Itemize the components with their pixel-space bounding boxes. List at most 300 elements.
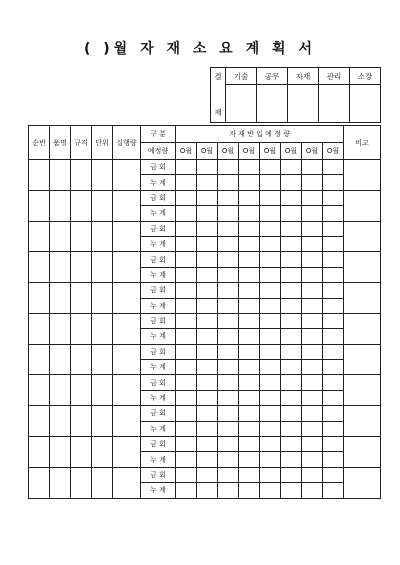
cell-month-qty[interactable] <box>302 190 323 205</box>
table-row <box>29 160 381 175</box>
cell-month-qty[interactable] <box>260 406 281 421</box>
cell-month-qty[interactable] <box>323 375 344 390</box>
cell-month-qty[interactable] <box>302 390 323 405</box>
cell-month-qty[interactable] <box>323 236 344 251</box>
cell-month-qty[interactable] <box>197 298 218 313</box>
cell-month-qty[interactable] <box>281 437 302 452</box>
row-label-cumulative: 누 계 <box>141 452 176 467</box>
cell-month-qty[interactable] <box>281 406 302 421</box>
row-label-current: 금 회 <box>141 406 176 421</box>
cell-month-qty[interactable] <box>218 421 239 436</box>
cell-unit[interactable] <box>92 221 113 252</box>
cell-item[interactable] <box>50 313 71 344</box>
header-month: O월 <box>218 143 239 160</box>
cell-month-qty[interactable] <box>176 160 197 175</box>
cell-month-qty[interactable] <box>176 406 197 421</box>
cell-month-qty[interactable] <box>239 452 260 467</box>
table-row <box>29 375 381 390</box>
header-month: O월 <box>323 143 344 160</box>
cell-month-qty[interactable] <box>260 483 281 498</box>
cell-unit[interactable] <box>92 467 113 498</box>
cell-month-qty[interactable] <box>218 298 239 313</box>
cell-item[interactable] <box>50 467 71 498</box>
cell-month-qty[interactable] <box>239 298 260 313</box>
cell-month-qty[interactable] <box>260 236 281 251</box>
cell-month-qty[interactable] <box>218 329 239 344</box>
cell-month-qty[interactable] <box>281 344 302 359</box>
cell-month-qty[interactable] <box>323 221 344 236</box>
cell-month-qty[interactable] <box>197 375 218 390</box>
table-row <box>29 437 381 452</box>
cell-month-qty[interactable] <box>302 406 323 421</box>
approval-box <box>210 67 381 123</box>
signature-box[interactable] <box>350 85 381 123</box>
cell-item[interactable] <box>50 221 71 252</box>
cell-month-qty[interactable] <box>323 283 344 298</box>
cell-remark[interactable] <box>344 160 381 191</box>
cell-month-qty[interactable] <box>260 175 281 190</box>
cell-month-qty[interactable] <box>281 467 302 482</box>
cell-seq[interactable] <box>29 283 50 314</box>
row-label-current: 금 회 <box>141 313 176 328</box>
cell-month-qty[interactable] <box>218 375 239 390</box>
cell-month-qty[interactable] <box>176 452 197 467</box>
cell-spec[interactable] <box>71 406 92 437</box>
cell-month-qty[interactable] <box>197 267 218 282</box>
cell-month-qty[interactable] <box>176 360 197 375</box>
table-row <box>29 190 381 205</box>
cell-month-qty[interactable] <box>260 452 281 467</box>
cell-month-qty[interactable] <box>281 267 302 282</box>
cell-month-qty[interactable] <box>323 437 344 452</box>
cell-remark[interactable] <box>344 375 381 406</box>
cell-month-qty[interactable] <box>239 329 260 344</box>
cell-item[interactable] <box>50 252 71 283</box>
row-label-current: 금 회 <box>141 190 176 205</box>
cell-month-qty[interactable] <box>302 313 323 328</box>
cell-month-qty[interactable] <box>218 175 239 190</box>
cell-exec-qty[interactable] <box>113 283 141 314</box>
cell-item[interactable] <box>50 375 71 406</box>
cell-month-qty[interactable] <box>197 344 218 359</box>
cell-month-qty[interactable] <box>260 160 281 175</box>
cell-spec[interactable] <box>71 437 92 468</box>
cell-month-qty[interactable] <box>281 360 302 375</box>
cell-month-qty[interactable] <box>176 298 197 313</box>
cell-month-qty[interactable] <box>239 283 260 298</box>
cell-month-qty[interactable] <box>260 390 281 405</box>
cell-month-qty[interactable] <box>302 452 323 467</box>
cell-month-qty[interactable] <box>239 313 260 328</box>
cell-month-qty[interactable] <box>218 437 239 452</box>
cell-month-qty[interactable] <box>218 360 239 375</box>
cell-spec[interactable] <box>71 313 92 344</box>
cell-seq[interactable] <box>29 313 50 344</box>
table-row <box>29 283 381 298</box>
cell-month-qty[interactable] <box>302 437 323 452</box>
cell-month-qty[interactable] <box>176 236 197 251</box>
cell-month-qty[interactable] <box>176 252 197 267</box>
cell-month-qty[interactable] <box>197 483 218 498</box>
cell-month-qty[interactable] <box>281 390 302 405</box>
cell-spec[interactable] <box>71 252 92 283</box>
cell-month-qty[interactable] <box>323 313 344 328</box>
cell-month-qty[interactable] <box>323 206 344 221</box>
cell-month-qty[interactable] <box>176 221 197 236</box>
cell-seq[interactable] <box>29 467 50 498</box>
cell-month-qty[interactable] <box>218 252 239 267</box>
cell-spec[interactable] <box>71 344 92 375</box>
cell-item[interactable] <box>50 437 71 468</box>
cell-month-qty[interactable] <box>197 390 218 405</box>
cell-item[interactable] <box>50 283 71 314</box>
approval-role: 관리 <box>319 68 350 85</box>
cell-month-qty[interactable] <box>302 360 323 375</box>
header-exec-qty: 실행량 <box>113 126 141 160</box>
row-label-cumulative: 누 계 <box>141 298 176 313</box>
cell-month-qty[interactable] <box>323 421 344 436</box>
cell-month-qty[interactable] <box>281 375 302 390</box>
cell-month-qty[interactable] <box>176 267 197 282</box>
cell-exec-qty[interactable] <box>113 313 141 344</box>
cell-month-qty[interactable] <box>218 452 239 467</box>
cell-month-qty[interactable] <box>281 421 302 436</box>
cell-month-qty[interactable] <box>176 421 197 436</box>
cell-month-qty[interactable] <box>239 467 260 482</box>
cell-month-qty[interactable] <box>260 252 281 267</box>
cell-month-qty[interactable] <box>239 437 260 452</box>
cell-spec[interactable] <box>71 190 92 221</box>
approval-role: 공무 <box>257 68 288 85</box>
cell-month-qty[interactable] <box>176 390 197 405</box>
cell-remark[interactable] <box>344 221 381 252</box>
cell-month-qty[interactable] <box>176 344 197 359</box>
cell-month-qty[interactable] <box>302 236 323 251</box>
cell-month-qty[interactable] <box>260 206 281 221</box>
cell-month-qty[interactable] <box>197 421 218 436</box>
cell-remark[interactable] <box>344 437 381 468</box>
cell-month-qty[interactable] <box>239 206 260 221</box>
cell-exec-qty[interactable] <box>113 467 141 498</box>
cell-month-qty[interactable] <box>218 483 239 498</box>
cell-month-qty[interactable] <box>239 190 260 205</box>
cell-month-qty[interactable] <box>197 160 218 175</box>
cell-month-qty[interactable] <box>218 236 239 251</box>
cell-month-qty[interactable] <box>260 360 281 375</box>
table-row <box>29 221 381 236</box>
cell-month-qty[interactable] <box>239 175 260 190</box>
cell-month-qty[interactable] <box>281 298 302 313</box>
cell-month-qty[interactable] <box>302 298 323 313</box>
cell-month-qty[interactable] <box>323 175 344 190</box>
cell-unit[interactable] <box>92 344 113 375</box>
table-row <box>29 252 381 267</box>
approval-label <box>211 68 226 123</box>
cell-month-qty[interactable] <box>239 406 260 421</box>
cell-month-qty[interactable] <box>260 221 281 236</box>
cell-month-qty[interactable] <box>197 236 218 251</box>
cell-month-qty[interactable] <box>323 267 344 282</box>
cell-month-qty[interactable] <box>281 313 302 328</box>
cell-month-qty[interactable] <box>176 313 197 328</box>
cell-month-qty[interactable] <box>323 390 344 405</box>
cell-month-qty[interactable] <box>239 252 260 267</box>
cell-seq[interactable] <box>29 375 50 406</box>
cell-exec-qty[interactable] <box>113 221 141 252</box>
row-label-cumulative: 누 계 <box>141 267 176 282</box>
cell-month-qty[interactable] <box>302 221 323 236</box>
header-item: 품명 <box>50 126 71 160</box>
cell-exec-qty[interactable] <box>113 406 141 437</box>
cell-seq[interactable] <box>29 160 50 191</box>
cell-month-qty[interactable] <box>281 190 302 205</box>
cell-month-qty[interactable] <box>323 344 344 359</box>
cell-unit[interactable] <box>92 406 113 437</box>
row-label-cumulative: 누 계 <box>141 360 176 375</box>
cell-month-qty[interactable] <box>281 221 302 236</box>
cell-month-qty[interactable] <box>239 390 260 405</box>
table-row <box>29 467 381 482</box>
cell-month-qty[interactable] <box>197 252 218 267</box>
cell-exec-qty[interactable] <box>113 437 141 468</box>
cell-seq[interactable] <box>29 406 50 437</box>
cell-unit[interactable] <box>92 190 113 221</box>
row-label-cumulative: 누 계 <box>141 236 176 251</box>
cell-month-qty[interactable] <box>197 360 218 375</box>
cell-month-qty[interactable] <box>302 467 323 482</box>
row-label-current: 금 회 <box>141 344 176 359</box>
cell-month-qty[interactable] <box>176 283 197 298</box>
header-month: O월 <box>239 143 260 160</box>
cell-month-qty[interactable] <box>260 313 281 328</box>
cell-month-qty[interactable] <box>239 344 260 359</box>
cell-month-qty[interactable] <box>218 467 239 482</box>
cell-unit[interactable] <box>92 252 113 283</box>
row-label-current: 금 회 <box>141 160 176 175</box>
cell-month-qty[interactable] <box>302 175 323 190</box>
row-label-cumulative: 누 계 <box>141 329 176 344</box>
cell-spec[interactable] <box>71 221 92 252</box>
header-spec: 규격 <box>71 126 92 160</box>
cell-month-qty[interactable] <box>218 221 239 236</box>
cell-month-qty[interactable] <box>323 160 344 175</box>
approval-label-top: 결 <box>214 72 222 81</box>
approval-role: 기술 <box>226 68 257 85</box>
cell-month-qty[interactable] <box>323 190 344 205</box>
cell-unit[interactable] <box>92 313 113 344</box>
cell-month-qty[interactable] <box>197 221 218 236</box>
cell-seq[interactable] <box>29 221 50 252</box>
cell-month-qty[interactable] <box>260 283 281 298</box>
row-label-current: 금 회 <box>141 467 176 482</box>
cell-month-qty[interactable] <box>218 190 239 205</box>
cell-month-qty[interactable] <box>176 483 197 498</box>
signature-box[interactable] <box>226 85 257 123</box>
cell-month-qty[interactable] <box>218 406 239 421</box>
cell-seq[interactable] <box>29 190 50 221</box>
cell-month-qty[interactable] <box>176 467 197 482</box>
cell-month-qty[interactable] <box>239 375 260 390</box>
cell-month-qty[interactable] <box>197 313 218 328</box>
cell-month-qty[interactable] <box>218 344 239 359</box>
cell-month-qty[interactable] <box>323 298 344 313</box>
cell-month-qty[interactable] <box>260 267 281 282</box>
cell-seq[interactable] <box>29 344 50 375</box>
cell-month-qty[interactable] <box>197 467 218 482</box>
row-label-cumulative: 누 계 <box>141 206 176 221</box>
cell-month-qty[interactable] <box>176 206 197 221</box>
cell-month-qty[interactable] <box>176 190 197 205</box>
cell-month-qty[interactable] <box>218 267 239 282</box>
cell-exec-qty[interactable] <box>113 190 141 221</box>
approval-role: 자재 <box>288 68 319 85</box>
header-remark: 비고 <box>344 126 381 160</box>
cell-month-qty[interactable] <box>302 421 323 436</box>
signature-box[interactable] <box>288 85 319 123</box>
cell-month-qty[interactable] <box>218 283 239 298</box>
cell-month-qty[interactable] <box>281 236 302 251</box>
cell-unit[interactable] <box>92 375 113 406</box>
cell-remark[interactable] <box>344 313 381 344</box>
cell-unit[interactable] <box>92 437 113 468</box>
cell-remark[interactable] <box>344 406 381 437</box>
cell-month-qty[interactable] <box>281 175 302 190</box>
cell-item[interactable] <box>50 160 71 191</box>
cell-month-qty[interactable] <box>218 390 239 405</box>
cell-exec-qty[interactable] <box>113 252 141 283</box>
cell-month-qty[interactable] <box>239 160 260 175</box>
cell-month-qty[interactable] <box>239 221 260 236</box>
cell-month-qty[interactable] <box>218 160 239 175</box>
cell-month-qty[interactable] <box>323 452 344 467</box>
cell-month-qty[interactable] <box>197 452 218 467</box>
cell-remark[interactable] <box>344 252 381 283</box>
cell-month-qty[interactable] <box>302 375 323 390</box>
row-label-current: 금 회 <box>141 375 176 390</box>
cell-month-qty[interactable] <box>302 344 323 359</box>
cell-month-qty[interactable] <box>281 329 302 344</box>
approval-role: 소장 <box>350 68 381 85</box>
cell-month-qty[interactable] <box>239 421 260 436</box>
table-row <box>29 406 381 421</box>
cell-month-qty[interactable] <box>197 190 218 205</box>
row-label-cumulative: 누 계 <box>141 421 176 436</box>
cell-spec[interactable] <box>71 160 92 191</box>
cell-remark[interactable] <box>344 190 381 221</box>
cell-remark[interactable] <box>344 283 381 314</box>
cell-month-qty[interactable] <box>197 283 218 298</box>
signature-box[interactable] <box>257 85 288 123</box>
cell-remark[interactable] <box>344 467 381 498</box>
cell-month-qty[interactable] <box>281 160 302 175</box>
cell-month-qty[interactable] <box>302 329 323 344</box>
cell-unit[interactable] <box>92 283 113 314</box>
row-label-current: 금 회 <box>141 437 176 452</box>
header-month: O월 <box>260 143 281 160</box>
header-month: O월 <box>197 143 218 160</box>
cell-item[interactable] <box>50 190 71 221</box>
cell-month-qty[interactable] <box>323 467 344 482</box>
row-label-current: 금 회 <box>141 283 176 298</box>
cell-month-qty[interactable] <box>281 206 302 221</box>
cell-month-qty[interactable] <box>302 206 323 221</box>
cell-remark[interactable] <box>344 344 381 375</box>
cell-month-qty[interactable] <box>260 437 281 452</box>
cell-month-qty[interactable] <box>260 467 281 482</box>
cell-month-qty[interactable] <box>197 206 218 221</box>
cell-spec[interactable] <box>71 283 92 314</box>
cell-month-qty[interactable] <box>176 329 197 344</box>
cell-month-qty[interactable] <box>302 267 323 282</box>
cell-seq[interactable] <box>29 437 50 468</box>
row-label-cumulative: 누 계 <box>141 175 176 190</box>
cell-month-qty[interactable] <box>218 206 239 221</box>
cell-month-qty[interactable] <box>323 252 344 267</box>
material-plan-table <box>28 125 381 499</box>
cell-month-qty[interactable] <box>302 252 323 267</box>
document-title: ( )월 자 재 소 요 계 획 서 <box>84 41 316 57</box>
cell-item[interactable] <box>50 344 71 375</box>
cell-item[interactable] <box>50 406 71 437</box>
cell-month-qty[interactable] <box>260 375 281 390</box>
cell-spec[interactable] <box>71 467 92 498</box>
cell-month-qty[interactable] <box>323 360 344 375</box>
row-label-current: 금 회 <box>141 252 176 267</box>
cell-exec-qty[interactable] <box>113 375 141 406</box>
cell-month-qty[interactable] <box>239 360 260 375</box>
cell-month-qty[interactable] <box>281 483 302 498</box>
signature-box[interactable] <box>319 85 350 123</box>
cell-month-qty[interactable] <box>197 329 218 344</box>
cell-month-qty[interactable] <box>260 421 281 436</box>
cell-month-qty[interactable] <box>260 190 281 205</box>
cell-month-qty[interactable] <box>281 452 302 467</box>
cell-month-qty[interactable] <box>197 437 218 452</box>
cell-spec[interactable] <box>71 375 92 406</box>
cell-exec-qty[interactable] <box>113 344 141 375</box>
row-label-cumulative: 누 계 <box>141 390 176 405</box>
cell-month-qty[interactable] <box>302 483 323 498</box>
cell-month-qty[interactable] <box>323 329 344 344</box>
cell-month-qty[interactable] <box>197 175 218 190</box>
cell-month-qty[interactable] <box>323 483 344 498</box>
cell-month-qty[interactable] <box>176 375 197 390</box>
cell-month-qty[interactable] <box>323 406 344 421</box>
cell-month-qty[interactable] <box>197 406 218 421</box>
cell-month-qty[interactable] <box>302 160 323 175</box>
cell-unit[interactable] <box>92 160 113 191</box>
cell-month-qty[interactable] <box>260 298 281 313</box>
cell-month-qty[interactable] <box>176 437 197 452</box>
cell-month-qty[interactable] <box>218 313 239 328</box>
row-label-current: 금 회 <box>141 221 176 236</box>
row-label-cumulative: 누 계 <box>141 483 176 498</box>
cell-month-qty[interactable] <box>302 283 323 298</box>
cell-exec-qty[interactable] <box>113 160 141 191</box>
cell-month-qty[interactable] <box>239 236 260 251</box>
cell-month-qty[interactable] <box>239 267 260 282</box>
cell-month-qty[interactable] <box>176 175 197 190</box>
header-schedule: 자 재 반 입 예 정 량 <box>176 126 344 143</box>
table-row <box>29 313 381 328</box>
cell-month-qty[interactable] <box>260 329 281 344</box>
header-month: O월 <box>281 143 302 160</box>
cell-month-qty[interactable] <box>281 252 302 267</box>
cell-seq[interactable] <box>29 252 50 283</box>
cell-month-qty[interactable] <box>260 344 281 359</box>
cell-month-qty[interactable] <box>239 483 260 498</box>
cell-month-qty[interactable] <box>281 283 302 298</box>
